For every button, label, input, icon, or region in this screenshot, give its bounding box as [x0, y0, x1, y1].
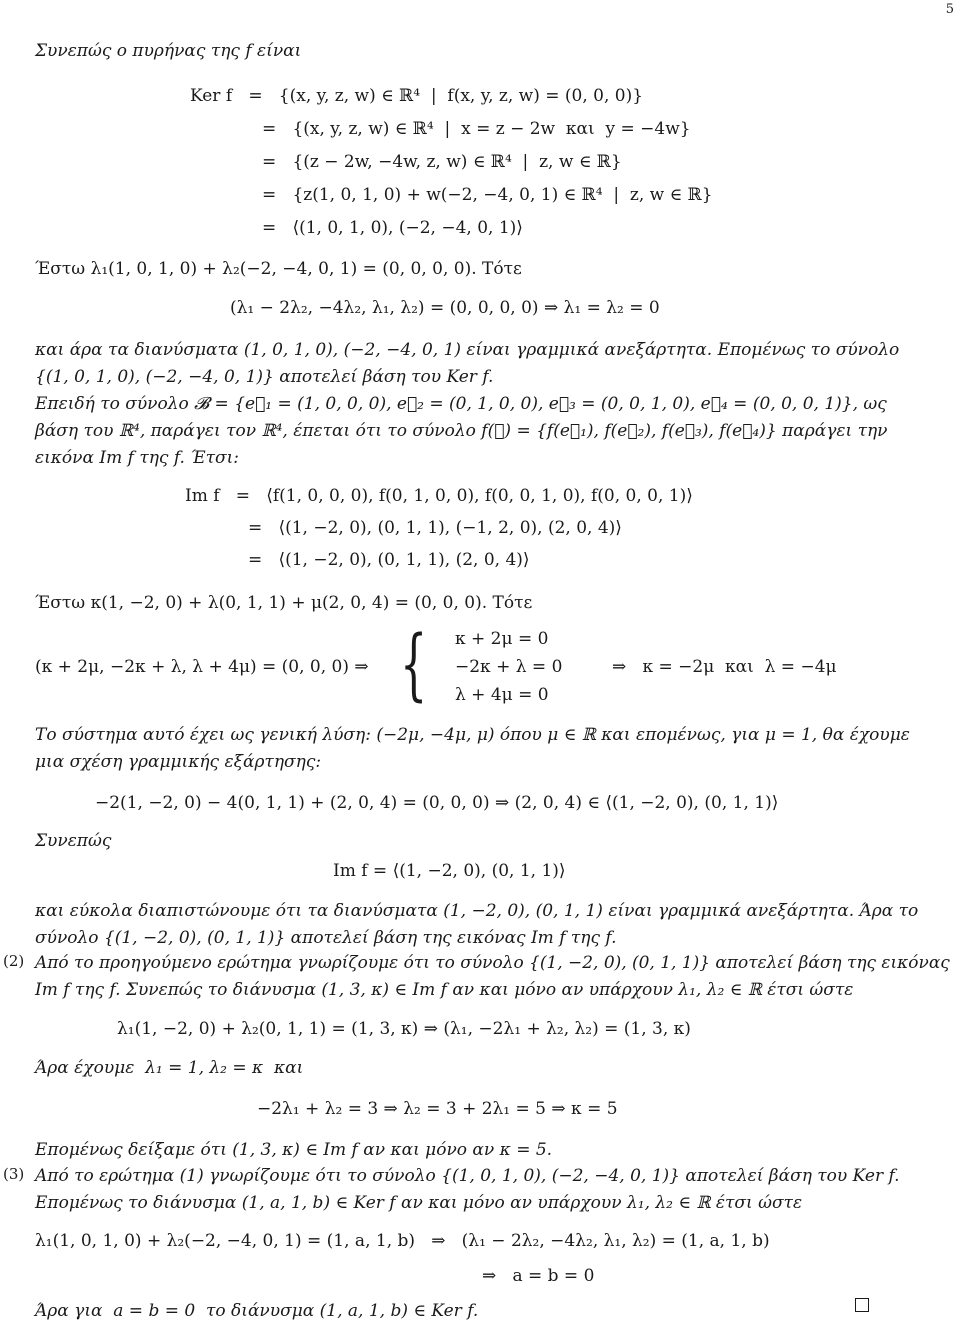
let-statement-1: Έστω λ₁(1, 0, 1, 0) + λ₂(−2, −4, 0, 1) = (0, 0, 0, 0). Τότε [35, 259, 522, 279]
paragraph-4-line-1: και εύκολα διαπιστώνουμε ότι τα διανύσματα (1, −2, 0), (0, 1, 1) είναι γραμμικά ανεξάρτητα. Άρα το [35, 901, 919, 921]
question-label-3: (3) [3, 1165, 25, 1183]
conclusion-have: Άρα έχουμε λ₁ = 1, λ₂ = κ και [35, 1058, 304, 1078]
equation-q3-result: ⇒ a = b = 0 [482, 1266, 595, 1286]
paragraph-2-line-1: Επειδή το σύνολο 𝓑 = {e⃗₁ = (1, 0, 0, 0), e⃗₂ = (0, 1, 0, 0), e⃗₃ = (0, 0, 1, 0), e⃗₄ = (0, 0, 0, 1)}, ως [35, 394, 887, 414]
im-line-3: = ⟨(1, −2, 0), (0, 1, 1), (2, 0, 4)⟩ [248, 550, 530, 570]
ker-line-3: = {(z − 2w, −4w, z, w) ∈ ℝ⁴ | z, w ∈ ℝ} [262, 152, 622, 172]
equation-q3: λ₁(1, 0, 1, 0) + λ₂(−2, −4, 0, 1) = (1, a, 1, b) ⇒ (λ₁ − 2λ₂, −4λ₂, λ₁, λ₂) = (1, a, 1, b) [35, 1231, 770, 1251]
question-2-conclusion: Επομένως δείξαμε ότι (1, 3, κ) ∈ Im f αν και μόνο αν κ = 5. [35, 1140, 553, 1160]
section-intro: Συνεπώς ο πυρήνας της f είναι [35, 41, 302, 61]
im-line-1: Im f = ⟨f(1, 0, 0, 0), f(0, 1, 0, 0), f(0, 0, 1, 0), f(0, 0, 0, 1)⟩ [185, 486, 693, 506]
ker-line-4: = {z(1, 0, 1, 0) + w(−2, −4, 0, 1) ∈ ℝ⁴ | z, w ∈ ℝ} [262, 185, 713, 205]
ker-line-2: = {(x, y, z, w) ∈ ℝ⁴ | x = z − 2w και y = −4w} [262, 119, 691, 139]
question-3-line-2: Επομένως το διάνυσμα (1, a, 1, b) ∈ Ker f αν και μόνο αν υπάρχουν λ₁, λ₂ ∈ ℝ έτσι ώστε [35, 1193, 803, 1213]
equation-q2: λ₁(1, −2, 0) + λ₂(0, 1, 1) = (1, 3, κ) ⇒ (λ₁, −2λ₁ + λ₂, λ₂) = (1, 3, κ) [117, 1019, 691, 1039]
let-statement-2: Έστω κ(1, −2, 0) + λ(0, 1, 1) + μ(2, 0, 4) = (0, 0, 0). Τότε [35, 593, 533, 613]
system-row-3: λ + 4μ = 0 [455, 685, 549, 705]
question-2-line-1: Από το προηγούμενο ερώτημα γνωρίζουμε ότι το σύνολο {(1, −2, 0), (0, 1, 1)} αποτελεί βάση της εικόνας [35, 953, 950, 973]
qed-square-icon [855, 1298, 869, 1312]
equation-q2-solve: −2λ₁ + λ₂ = 3 ⇒ λ₂ = 3 + 2λ₁ = 5 ⇒ κ = 5 [257, 1099, 618, 1119]
ker-line-5: = ⟨(1, 0, 1, 0), (−2, −4, 0, 1)⟩ [262, 218, 523, 238]
therefore-label: Συνεπώς [35, 831, 112, 851]
final-conclusion: Άρα για a = b = 0 το διάνυσμα (1, a, 1, b) ∈ Ker f. [35, 1301, 479, 1321]
equation-kernel-independence: (λ₁ − 2λ₂, −4λ₂, λ₁, λ₂) = (0, 0, 0, 0) ⇒ λ₁ = λ₂ = 0 [230, 298, 660, 318]
paragraph-1-line-2: {(1, 0, 1, 0), (−2, −4, 0, 1)} αποτελεί βάση του Ker f. [35, 367, 494, 387]
paragraph-3-line-2: μια σχέση γραμμικής εξάρτησης: [35, 752, 322, 772]
system-lhs: (κ + 2μ, −2κ + λ, λ + 4μ) = (0, 0, 0) ⇒ [35, 657, 369, 677]
paragraph-4-line-2: σύνολο {(1, −2, 0), (0, 1, 1)} αποτελεί βάση της εικόνας Im f της f. [35, 928, 617, 948]
equation-dependence: −2(1, −2, 0) − 4(0, 1, 1) + (2, 0, 4) = (0, 0, 0) ⇒ (2, 0, 4) ∈ ⟨(1, −2, 0), (0, 1, 1)⟩ [95, 793, 779, 813]
question-2-line-2: Im f της f. Συνεπώς το διάνυσμα (1, 3, κ) ∈ Im f αν και μόνο αν υπάρχουν λ₁, λ₂ ∈ ℝ έτσι ώστε [35, 980, 854, 1000]
question-label-2: (2) [3, 952, 25, 970]
page-number: 5 [945, 2, 954, 17]
equation-image: Im f = ⟨(1, −2, 0), (0, 1, 1)⟩ [333, 861, 566, 881]
paragraph-2-line-2: βάση του ℝ⁴, παράγει τον ℝ⁴, έπεται ότι το σύνολο f(𝓑) = {f(e⃗₁), f(e⃗₂), f(e⃗₃), f(e⃗₄)} παράγει την [35, 421, 888, 441]
system-brace: { [400, 620, 428, 710]
system-row-1: κ + 2μ = 0 [455, 629, 549, 649]
paragraph-2-line-3: εικόνα Im f της f. Έτσι: [35, 448, 240, 468]
paragraph-1-line-1: και άρα τα διανύσματα (1, 0, 1, 0), (−2, −4, 0, 1) είναι γραμμικά ανεξάρτητα. Επομένως το σύνολο [35, 340, 900, 360]
im-line-2: = ⟨(1, −2, 0), (0, 1, 1), (−1, 2, 0), (2, 0, 4)⟩ [248, 518, 622, 538]
system-rhs: ⇒ κ = −2μ και λ = −4μ [612, 657, 837, 677]
system-row-2: −2κ + λ = 0 [455, 657, 563, 677]
paragraph-3-line-1: Το σύστημα αυτό έχει ως γενική λύση: (−2μ, −4μ, μ) όπου μ ∈ ℝ και επομένως, για μ = 1, θα έχουμε [35, 725, 910, 745]
ker-line-1: Ker f = {(x, y, z, w) ∈ ℝ⁴ | f(x, y, z, w) = (0, 0, 0)} [190, 86, 644, 106]
question-3-line-1: Από το ερώτημα (1) γνωρίζουμε ότι το σύνολο {(1, 0, 1, 0), (−2, −4, 0, 1)} αποτελεί βάση του Ker f. [35, 1166, 900, 1186]
